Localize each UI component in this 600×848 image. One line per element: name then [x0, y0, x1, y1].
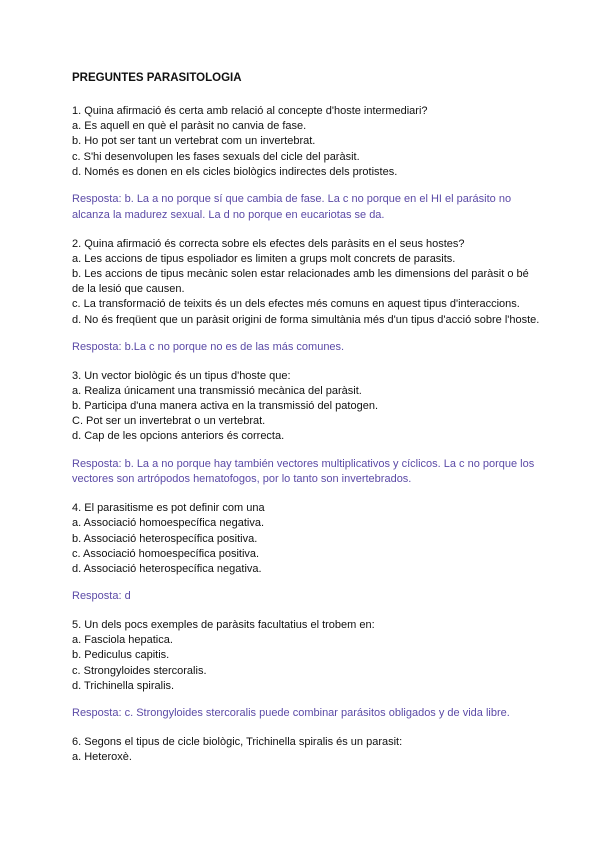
question-5	[72, 618, 540, 694]
question-stem: 5. Un dels pocs exemples de paràsits facultatius el trobem en:	[72, 619, 375, 632]
answer-4: Resposta: d	[72, 590, 131, 603]
option-b: b. Associació heterospecífica positiva.	[72, 532, 258, 545]
option-c: c. Associació homoespecífica positiva.	[72, 547, 260, 560]
option-d: d. Només es donen en els cicles biològics indirectes dels protistes.	[72, 165, 398, 178]
option-d: d. Cap de les opcions anteriors és correcta.	[72, 430, 285, 443]
option-d: d. Associació heterospecífica negativa.	[72, 563, 262, 576]
option-d: d. No és freqüent que un paràsit origini de forma simultània més d'un tipus d'acció sobre l'hoste.	[72, 313, 540, 326]
question-stem: 3. Un vector biològic és un tipus d'hoste que:	[72, 369, 291, 382]
question-stem: 2. Quina afirmació és correcta sobre els efectes dels paràsits en el seus hostes?	[72, 237, 465, 250]
answer-1: Resposta: b. La a no porque sí que cambia de fase. La c no porque en el HI el parásito no alcanza la madurez sexual. La d no porque en eucariotas se da.	[72, 193, 512, 221]
answer-2: Resposta: b.La c no porque no es de las más comunes.	[72, 340, 345, 353]
option-c: C. Pot ser un invertebrat o un vertebrat.	[72, 415, 266, 428]
option-a: a. Associació homoespecífica negativa.	[72, 517, 265, 530]
option-d: d. Trichinella spiralis.	[72, 679, 175, 692]
answer-5: Resposta: c. Strongyloides stercoralis puede combinar parásitos obligados y de vida libre.	[72, 707, 510, 720]
question-stem: 4. El parasitisme es pot definir com una	[72, 502, 265, 515]
question-stem: 1. Quina afirmació és certa amb relació al concepte d'hoste intermediari?	[72, 105, 428, 117]
option-b: b. Les accions de tipus mecànic solen estar relacionades amb les dimensions del paràsit o bé de la lesió que causen.	[72, 268, 529, 296]
option-c: c. S'hi desenvolupen les fases sexuals del cicle del paràsit.	[72, 150, 360, 163]
question-1	[72, 104, 540, 180]
page-title: PREGUNTES PARASITOLOGIA	[72, 72, 242, 84]
option-a: a. Fasciola hepatica.	[72, 634, 173, 647]
option-b: b. Pediculus capitis.	[72, 649, 170, 662]
question-2	[72, 237, 540, 328]
option-a: a. Es aquell en què el paràsit no canvia de fase.	[72, 120, 307, 133]
option-a: a. Realiza únicament una transmissió mecànica del paràsit.	[72, 384, 362, 397]
question-stem: 6. Segons el tipus de cicle biològic, Trichinella spiralis és un parasit:	[72, 735, 403, 748]
option-a: a. Heteroxè.	[72, 751, 132, 764]
answer-3: Resposta: b. La a no porque hay también vectores multiplicativos y cíclicos. La c no porque los vectores son artrópodos hematofogos, por lo tanto son invertebrados.	[72, 457, 535, 486]
option-a: a. Les accions de tipus espoliador es limiten a grups molt concrets de parasits.	[72, 252, 456, 265]
option-c: c. La transformació de teixits és un dels efectes més comuns en aquest tipus d'interaccions.	[72, 298, 520, 311]
question-3	[72, 369, 540, 445]
option-b: b. Participa d'una manera activa en la transmissió del patogen.	[72, 400, 378, 413]
question-6	[72, 735, 540, 765]
option-c: c. Strongyloides stercoralis.	[72, 664, 207, 677]
question-4	[72, 501, 540, 577]
option-b: b. Ho pot ser tant un vertebrat com un invertebrat.	[72, 135, 316, 148]
